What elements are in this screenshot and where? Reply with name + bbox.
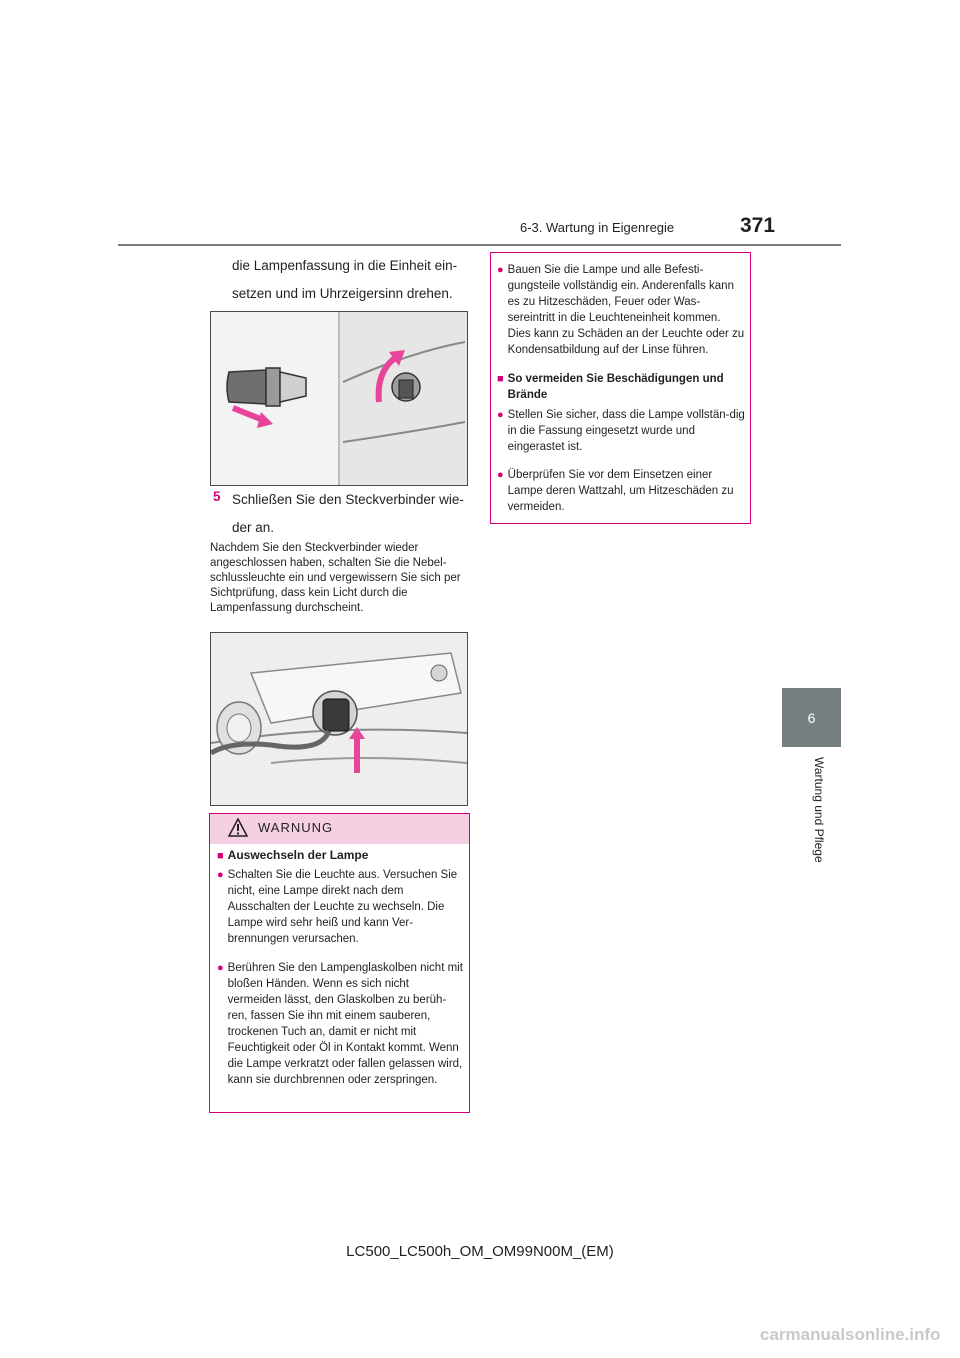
chapter-number: 6 — [807, 709, 816, 726]
warning-title: WARNUNG — [258, 820, 334, 835]
square-bullet-icon: ■ — [497, 373, 504, 385]
bullet-dot-icon: ● — [497, 409, 504, 421]
caution-bullet — [497, 262, 745, 358]
square-bullet-icon: ■ — [217, 850, 224, 862]
warning-triangle-icon — [228, 818, 248, 838]
header-divider — [118, 244, 841, 246]
bullet-dot-icon: ● — [217, 962, 224, 974]
caution-subheading — [497, 371, 745, 403]
caution-bullet-text: Bauen Sie die Lampe und alle Befesti-gungsteile vollständig ein. Anderenfalls kann es zu Hitzeschäden, Feuer oder Was-sereintritt in die Leuchteneinheit kommen. Dies kann zu Schäden an der Leuchte oder zu Kondensatbildung auf der Linse führen. — [507, 264, 745, 356]
instruction-note: Nachdem Sie den Steckverbinder wieder angeschlossen haben, schalten Sie die Nebel-schlussleuchte ein und vergewissern Sie sich per Sichtprüfung, dass kein Licht durch die Lampenfassung durchscheint. — [210, 542, 461, 614]
caution-subheading-text: So vermeiden Sie Beschädigungen und Brände — [507, 373, 724, 401]
caution-bullet — [497, 407, 745, 455]
chapter-label: Wartung und Pflege — [812, 757, 826, 863]
document-code: LC500_LC500h_OM_OM99N00M_(EM) — [346, 1243, 614, 1260]
caution-bullet — [497, 467, 745, 515]
step-text: Schließen Sie den Steckverbinder wie-der an. — [232, 492, 464, 535]
warning-bullet — [217, 960, 465, 1088]
section-title: 6-3. Wartung in Eigenregie — [520, 220, 675, 235]
page-number: 371 — [740, 214, 776, 237]
connector-illustration — [210, 632, 468, 806]
step-number: 5 — [213, 489, 221, 504]
caution-bullet-text: Stellen Sie sicher, dass die Lampe vollstän-dig in die Fassung eingesetzt wurde und eingerastet ist. — [507, 409, 745, 453]
warning-subheading — [217, 848, 368, 864]
warning-subheading-text: Auswechseln der Lampe — [227, 848, 369, 862]
warning-bullet-text: Berühren Sie den Lampenglaskolben nicht mit bloßen Händen. Wenn es sich nicht vermeiden lässt, den Glaskolben zu berüh-ren, fassen Sie ihn mit einem sauberen, trockenen Tuch an, damit er nicht mit Feuchtigkeit oder Öl in Kontakt kommt. Wenn die Lampe verkratzt oder fallen gelassen wird, kann sie durchbrennen oder zerspringen. — [227, 962, 463, 1086]
warning-bullet — [217, 867, 465, 947]
watermark: carmanualsonline.info — [760, 1325, 941, 1344]
warning-header — [210, 814, 469, 844]
bullet-dot-icon: ● — [497, 264, 504, 276]
bulb-insert-illustration — [210, 311, 468, 486]
bullet-dot-icon: ● — [217, 869, 224, 881]
bullet-dot-icon: ● — [497, 469, 504, 481]
warning-bullet-text: Schalten Sie die Leuchte aus. Versuchen Sie nicht, eine Lampe direkt nach dem Ausschalten der Leuchte zu wechseln. Die Lampe wird sehr heiß und kann Ver-brennungen verursachen. — [227, 869, 458, 945]
continuation-text: die Lampenfassung in die Einheit ein-setzen und im Uhrzeigersinn drehen. — [232, 258, 458, 301]
caution-bullet-text: Überprüfen Sie vor dem Einsetzen einer Lampe deren Wattzahl, um Hitzeschäden zu vermeiden. — [507, 469, 734, 513]
